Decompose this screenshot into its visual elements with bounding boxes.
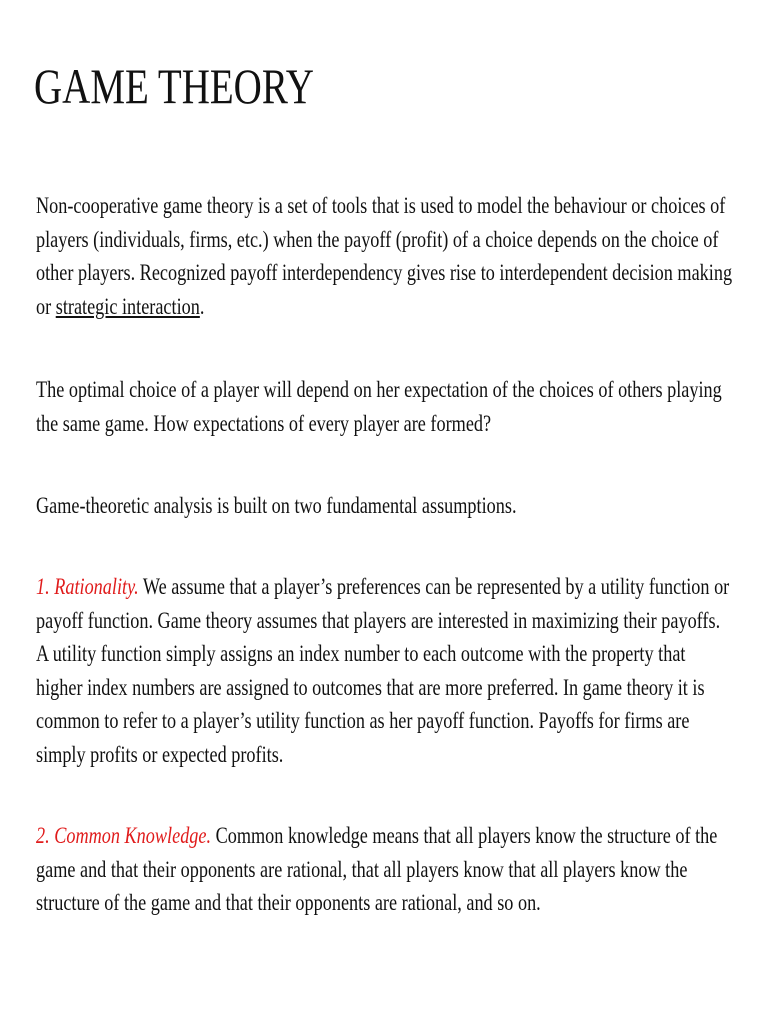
common-knowledge-paragraph [36, 820, 735, 921]
page-title: GAME THEORY [34, 58, 314, 114]
common-knowledge-heading-period: . [206, 823, 212, 849]
intro-text-end: . [199, 293, 205, 320]
rationality-text: We assume that a player’s preferences can be represented by a utility function or payoff function. Game theory assumes that players are interested in maximizing their payoffs. A utility function simply assigns an index number to each outcome with the property that higher index numbers are assigned to outcomes that are more preferred. In game theory it is common to refer to a player’s utility function as her payoff function. Payoffs for firms are simply profits or expected profits. [36, 574, 730, 768]
rationality-paragraph [36, 571, 735, 772]
intro-text: Non-cooperative game theory is a set of tools that is used to model the behaviour or choices of players (individuals, firms, etc.) when the payoff (profit) of a choice depends on the choice of other players. Recognized payoff interdependency gives rise to interdependent decision making or [36, 193, 733, 320]
expectations-paragraph: The optimal choice of a player will depend on her expectation of the choices of others playing the same game. How expectations of every player are formed? [36, 377, 722, 437]
rationality-heading: 1. Rationality [36, 574, 135, 600]
intro-paragraph [36, 190, 735, 324]
assumptions-intro-paragraph: Game-theoretic analysis is built on two fundamental assumptions. [36, 493, 517, 519]
rationality-heading-period: . [134, 574, 139, 600]
strategic-interaction-term: strategic interaction [55, 293, 200, 320]
common-knowledge-heading: 2. Common Knowledge [36, 823, 207, 849]
common-knowledge-text: Common knowledge means that all players know the structure of the game and that their opponents are rational, that all players know that all players know the structure of the game and that their opponents are rational, and so on. [36, 823, 718, 916]
